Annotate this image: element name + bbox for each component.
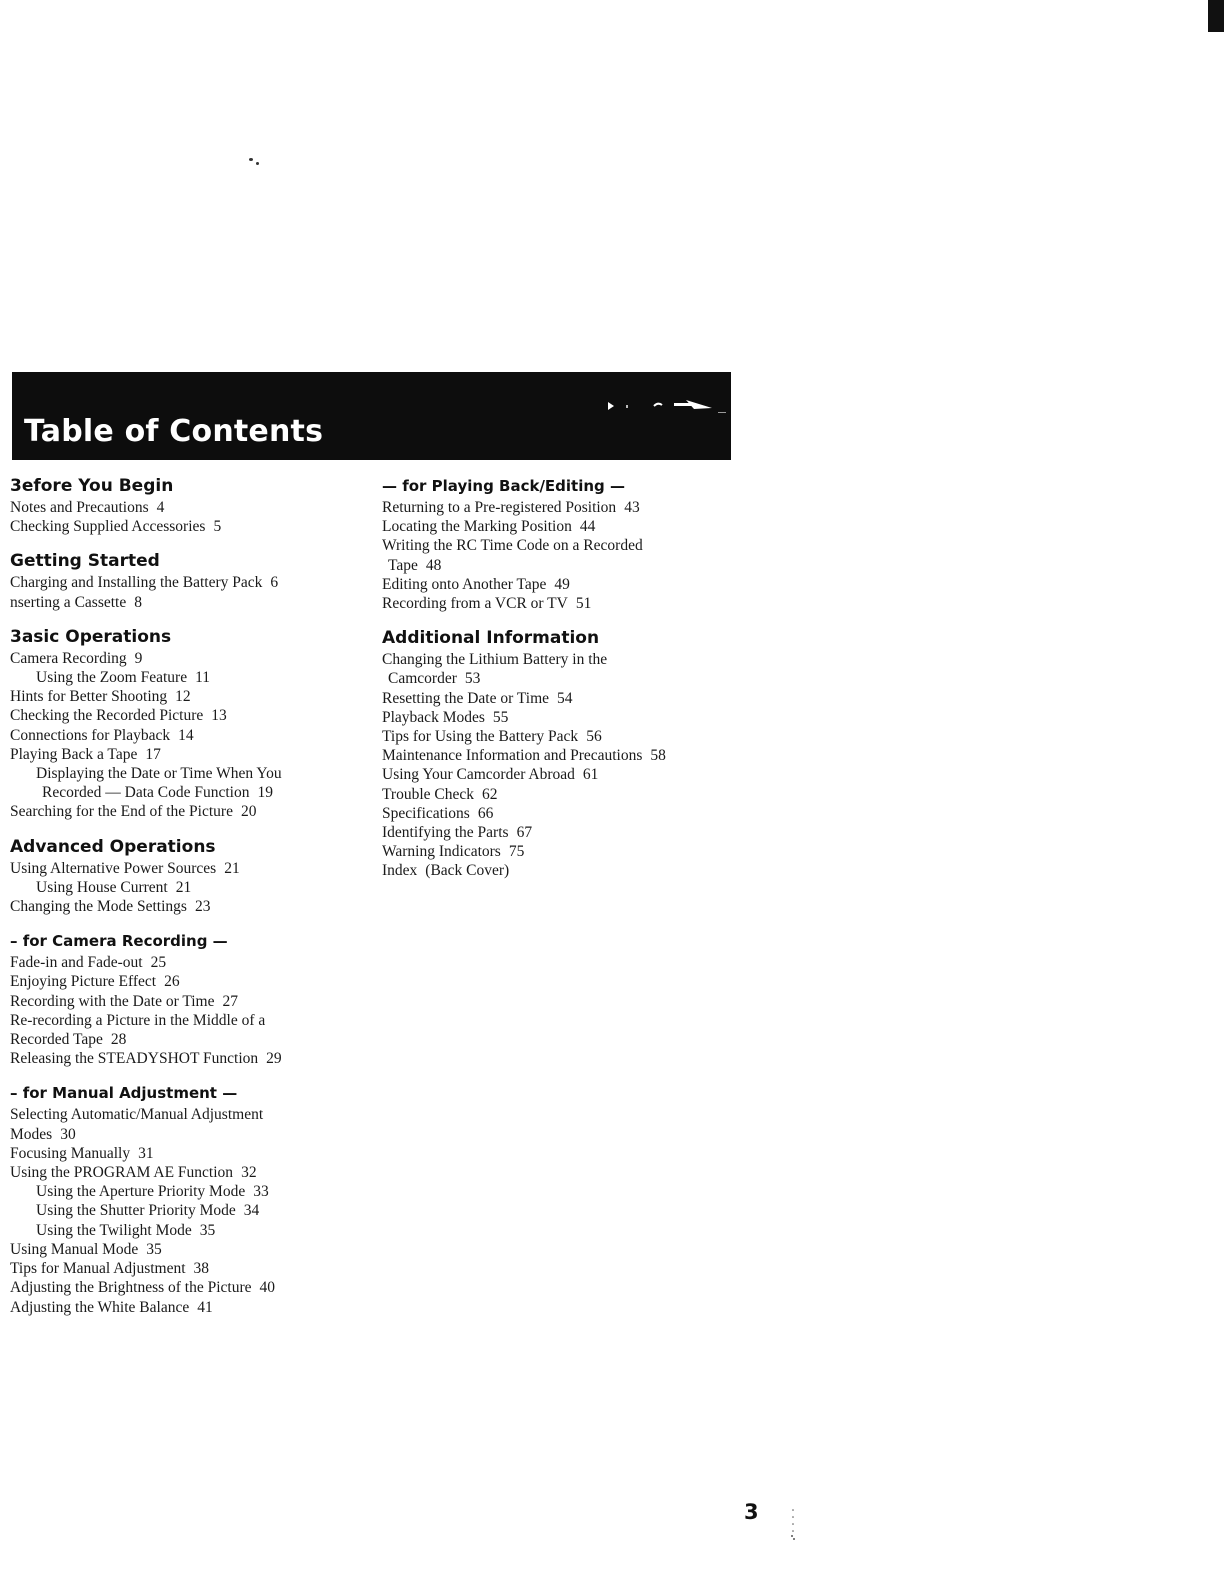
toc-entry-page: 30 [60, 1125, 76, 1143]
toc-entry-title: Connections for Playback [10, 726, 171, 744]
scan-speck [256, 162, 259, 165]
toc-entry-title: Using Alternative Power Sources [10, 859, 217, 877]
toc-entry-title: Recording with the Date or Time [10, 992, 215, 1010]
toc-entry-page: 56 [586, 728, 602, 746]
toc-entry [10, 1049, 360, 1068]
toc-entry-title: Using the Twilight Mode [36, 1221, 192, 1239]
title-banner [12, 372, 731, 460]
toc-entry-title: Adjusting the White Balance [10, 1298, 190, 1316]
toc-entry-page: 25 [150, 954, 167, 972]
toc-entry [10, 573, 360, 592]
toc-entry [382, 785, 802, 804]
toc-section-3efore-you-begin [10, 474, 360, 536]
toc-entry-page: 21 [224, 859, 240, 877]
toc-entry [10, 649, 360, 668]
toc-entry-page: 21 [175, 878, 192, 896]
toc-entry [10, 1163, 360, 1182]
toc-entry [382, 669, 802, 688]
toc-entry [10, 1125, 360, 1144]
scan-corner-mark [1208, 0, 1224, 32]
toc-entry-page: 35 [146, 1240, 162, 1258]
toc-entry-title: Hints for Better Shooting [10, 688, 168, 706]
toc-entry [10, 1240, 360, 1259]
page-number: 3 [744, 1500, 759, 1524]
toc-entry-page: 58 [650, 747, 666, 765]
toc-entry-page: 17 [145, 745, 161, 763]
toc-entry-page: 44 [579, 518, 596, 536]
toc-entry [10, 992, 360, 1011]
toc-entry-page: 20 [240, 803, 257, 821]
toc-entry [382, 689, 802, 708]
toc-entry-title: Using the Shutter Priority Mode [36, 1202, 236, 1220]
toc-entry-page: 61 [582, 766, 599, 784]
toc-entry-page: 34 [243, 1202, 260, 1220]
toc-entry-title: Changing the Mode Settings [10, 898, 187, 916]
section-heading: – for Camera Recording — [10, 932, 228, 951]
toc-entry [10, 1182, 360, 1201]
toc-entry-title: Trouble Check [382, 785, 474, 803]
toc-entry [10, 726, 360, 745]
toc-entry-page: 31 [138, 1144, 154, 1162]
toc-entry-page: 32 [241, 1164, 257, 1182]
toc-entry [10, 878, 360, 897]
toc-entry-page: 43 [624, 499, 640, 516]
toc-entry [10, 783, 360, 802]
section-heading: – for Manual Adjustment — [10, 1084, 238, 1103]
toc-entry-title: Tape [388, 556, 418, 574]
toc-section-advanced-operations [10, 835, 360, 917]
toc-entry-title: Focusing Manually [10, 1144, 131, 1162]
toc-entry-title: Using the PROGRAM AE Function [10, 1164, 234, 1182]
toc-entry-title: Returning to a Pre-registered Position [382, 499, 617, 516]
toc-entry [382, 575, 802, 594]
toc-entry [10, 897, 360, 916]
toc-entry-page: 67 [516, 824, 533, 842]
toc-entry-page: 49 [554, 575, 570, 593]
toc-entry-title: Modes [10, 1125, 53, 1143]
toc-left-column [10, 474, 360, 1330]
toc-entry-page: 75 [508, 843, 525, 861]
toc-right-column [382, 474, 802, 894]
toc-entry-title: Using Manual Mode [10, 1240, 139, 1258]
toc-entry-page: 38 [193, 1260, 210, 1278]
section-heading: 3asic Operations [10, 626, 172, 647]
toc-entry-title: Releasing the STEADYSHOT Function [10, 1050, 259, 1068]
toc-entry-title: Using Your Camcorder Abroad [382, 766, 575, 784]
toc-entry-page: 11 [195, 669, 211, 687]
toc-entry [382, 556, 802, 575]
toc-entry-page: 13 [211, 707, 227, 725]
toc-entry-page: 54 [557, 689, 573, 707]
toc-entry [382, 823, 802, 842]
section-heading: Additional Information [382, 628, 600, 649]
toc-entry [10, 687, 360, 706]
toc-section-for-playing-back-editing [382, 474, 802, 613]
toc-entry-title: Index [382, 862, 418, 880]
toc-entry-page: (Back Cover) [425, 862, 510, 880]
toc-entry [10, 706, 360, 725]
section-heading: Advanced Operations [10, 836, 216, 857]
toc-entry-page: 40 [259, 1279, 276, 1297]
toc-entry-title: Recorded Tape [10, 1031, 103, 1049]
toc-entry [10, 1298, 360, 1317]
toc-entry-title: Selecting Automatic/Manual Adjustment [10, 1106, 264, 1124]
toc-entry [10, 1030, 360, 1049]
toc-entry-title: Maintenance Information and Precautions [382, 747, 643, 765]
toc-entry [10, 1221, 360, 1240]
toc-entry-page: 4 [156, 499, 165, 516]
toc-entry [10, 802, 360, 821]
toc-entry-title: Specifications [382, 804, 470, 822]
toc-entry-title: Playback Modes [382, 708, 485, 726]
toc-entry-title: Resetting the Date or Time [382, 689, 550, 707]
toc-entry [10, 953, 360, 972]
toc-entry [10, 972, 360, 991]
toc-entry-page: 48 [425, 556, 442, 574]
section-heading: Getting Started [10, 551, 160, 572]
toc-entry [10, 498, 360, 517]
toc-entry-title: Searching for the End of the Picture [10, 803, 233, 821]
toc-entry [382, 594, 802, 613]
toc-entry [382, 727, 802, 746]
toc-entry-page: 26 [164, 973, 180, 991]
toc-entry-title: Writing the RC Time Code on a Recorded [382, 537, 643, 555]
toc-entry-title: nserting a Cassette [10, 593, 127, 611]
toc-entry [382, 804, 802, 823]
toc-entry-title: Displaying the Date or Time When You [36, 765, 282, 783]
toc-entry-page: 8 [134, 593, 142, 611]
toc-entry-title: Checking Supplied Accessories [10, 518, 206, 536]
toc-entry-page: 5 [213, 518, 222, 536]
toc-entry-page: 35 [199, 1221, 216, 1239]
toc-entry-page: 28 [110, 1031, 127, 1049]
toc-entry [382, 650, 802, 669]
toc-entry-title: Recorded — Data Code Function [42, 784, 250, 802]
toc-entry-page: 9 [134, 649, 143, 667]
toc-entry [382, 536, 802, 555]
toc-entry [10, 745, 360, 764]
toc-entry [382, 498, 802, 517]
toc-entry-title: Recording from a VCR or TV [382, 595, 568, 613]
scan-dots [790, 1508, 796, 1542]
toc-entry [382, 765, 802, 784]
toc-section-for-manual-adjustment [10, 1081, 360, 1316]
toc-entry-title: Tips for Using the Battery Pack [382, 728, 579, 746]
section-heading: 3efore You Begin [10, 476, 174, 496]
toc-entry-title: Identifying the Parts [382, 824, 509, 842]
toc-entry-title: Warning Indicators [382, 843, 501, 861]
toc-entry [382, 708, 802, 727]
toc-entry-title: Tips for Manual Adjustment [10, 1260, 186, 1278]
toc-entry [10, 517, 360, 536]
toc-entry-title: Using the Aperture Priority Mode [36, 1183, 246, 1201]
toc-entry-page: 23 [194, 898, 211, 916]
toc-entry-title: Using House Current [36, 878, 168, 896]
toc-entry [382, 842, 802, 861]
camcorder-graphic-icon [606, 396, 726, 420]
toc-entry-title: Fade-in and Fade-out [10, 954, 143, 972]
toc-entry [10, 859, 360, 878]
toc-entry-title: Checking the Recorded Picture [10, 707, 204, 725]
toc-entry-page: 41 [197, 1298, 213, 1316]
toc-entry-title: Playing Back a Tape [10, 745, 138, 763]
toc-entry-page: 55 [492, 708, 509, 726]
toc-entry-page: 6 [270, 574, 279, 592]
toc-entry [10, 668, 360, 687]
toc-entry-title: Changing the Lithium Battery in the [382, 651, 608, 669]
toc-entry-title: Adjusting the Brightness of the Picture [10, 1279, 252, 1297]
toc-entry [382, 861, 802, 880]
toc-entry [382, 517, 802, 536]
toc-entry-page: 53 [464, 670, 481, 688]
toc-entry-title: Charging and Installing the Battery Pack [10, 574, 263, 592]
section-heading: — for Playing Back/Editing — [382, 477, 626, 495]
toc-entry-title: Camera Recording [10, 649, 127, 667]
toc-entry [10, 1278, 360, 1297]
toc-entry-page: 51 [575, 595, 592, 613]
toc-entry [10, 1105, 360, 1124]
toc-entry-page: 62 [482, 785, 498, 803]
toc-entry-page: 29 [266, 1050, 282, 1068]
toc-section-getting-started [10, 549, 360, 611]
toc-entry-title: Using the Zoom Feature [36, 669, 188, 687]
toc-entry [10, 593, 360, 612]
toc-section-3asic-operations [10, 625, 360, 822]
scan-speck [249, 158, 253, 161]
toc-entry-page: 19 [257, 784, 273, 802]
toc-entry [10, 1144, 360, 1163]
page-title: Table of Contents [24, 414, 324, 449]
toc-entry-title: Notes and Precautions [10, 499, 149, 516]
toc-entry-page: 66 [477, 804, 494, 822]
toc-entry-page: 14 [178, 726, 194, 744]
toc-entry-page: 33 [253, 1183, 269, 1201]
toc-entry [10, 1011, 360, 1030]
toc-entry [382, 746, 802, 765]
toc-entry-title: Enjoying Picture Effect [10, 973, 157, 991]
toc-entry-title: Locating the Marking Position [382, 518, 572, 536]
toc-section-additional-information [382, 626, 802, 880]
toc-entry-title: Re-recording a Picture in the Middle of a [10, 1011, 266, 1029]
toc-section-for-camera-recording [10, 929, 360, 1068]
toc-entry-title: Editing onto Another Tape [382, 575, 547, 593]
toc-entry [10, 764, 360, 783]
toc-entry-title: Camcorder [388, 670, 457, 688]
toc-entry-page: 12 [175, 688, 191, 706]
toc-entry [10, 1259, 360, 1278]
toc-entry-page: 27 [222, 992, 238, 1010]
toc-entry [10, 1201, 360, 1220]
